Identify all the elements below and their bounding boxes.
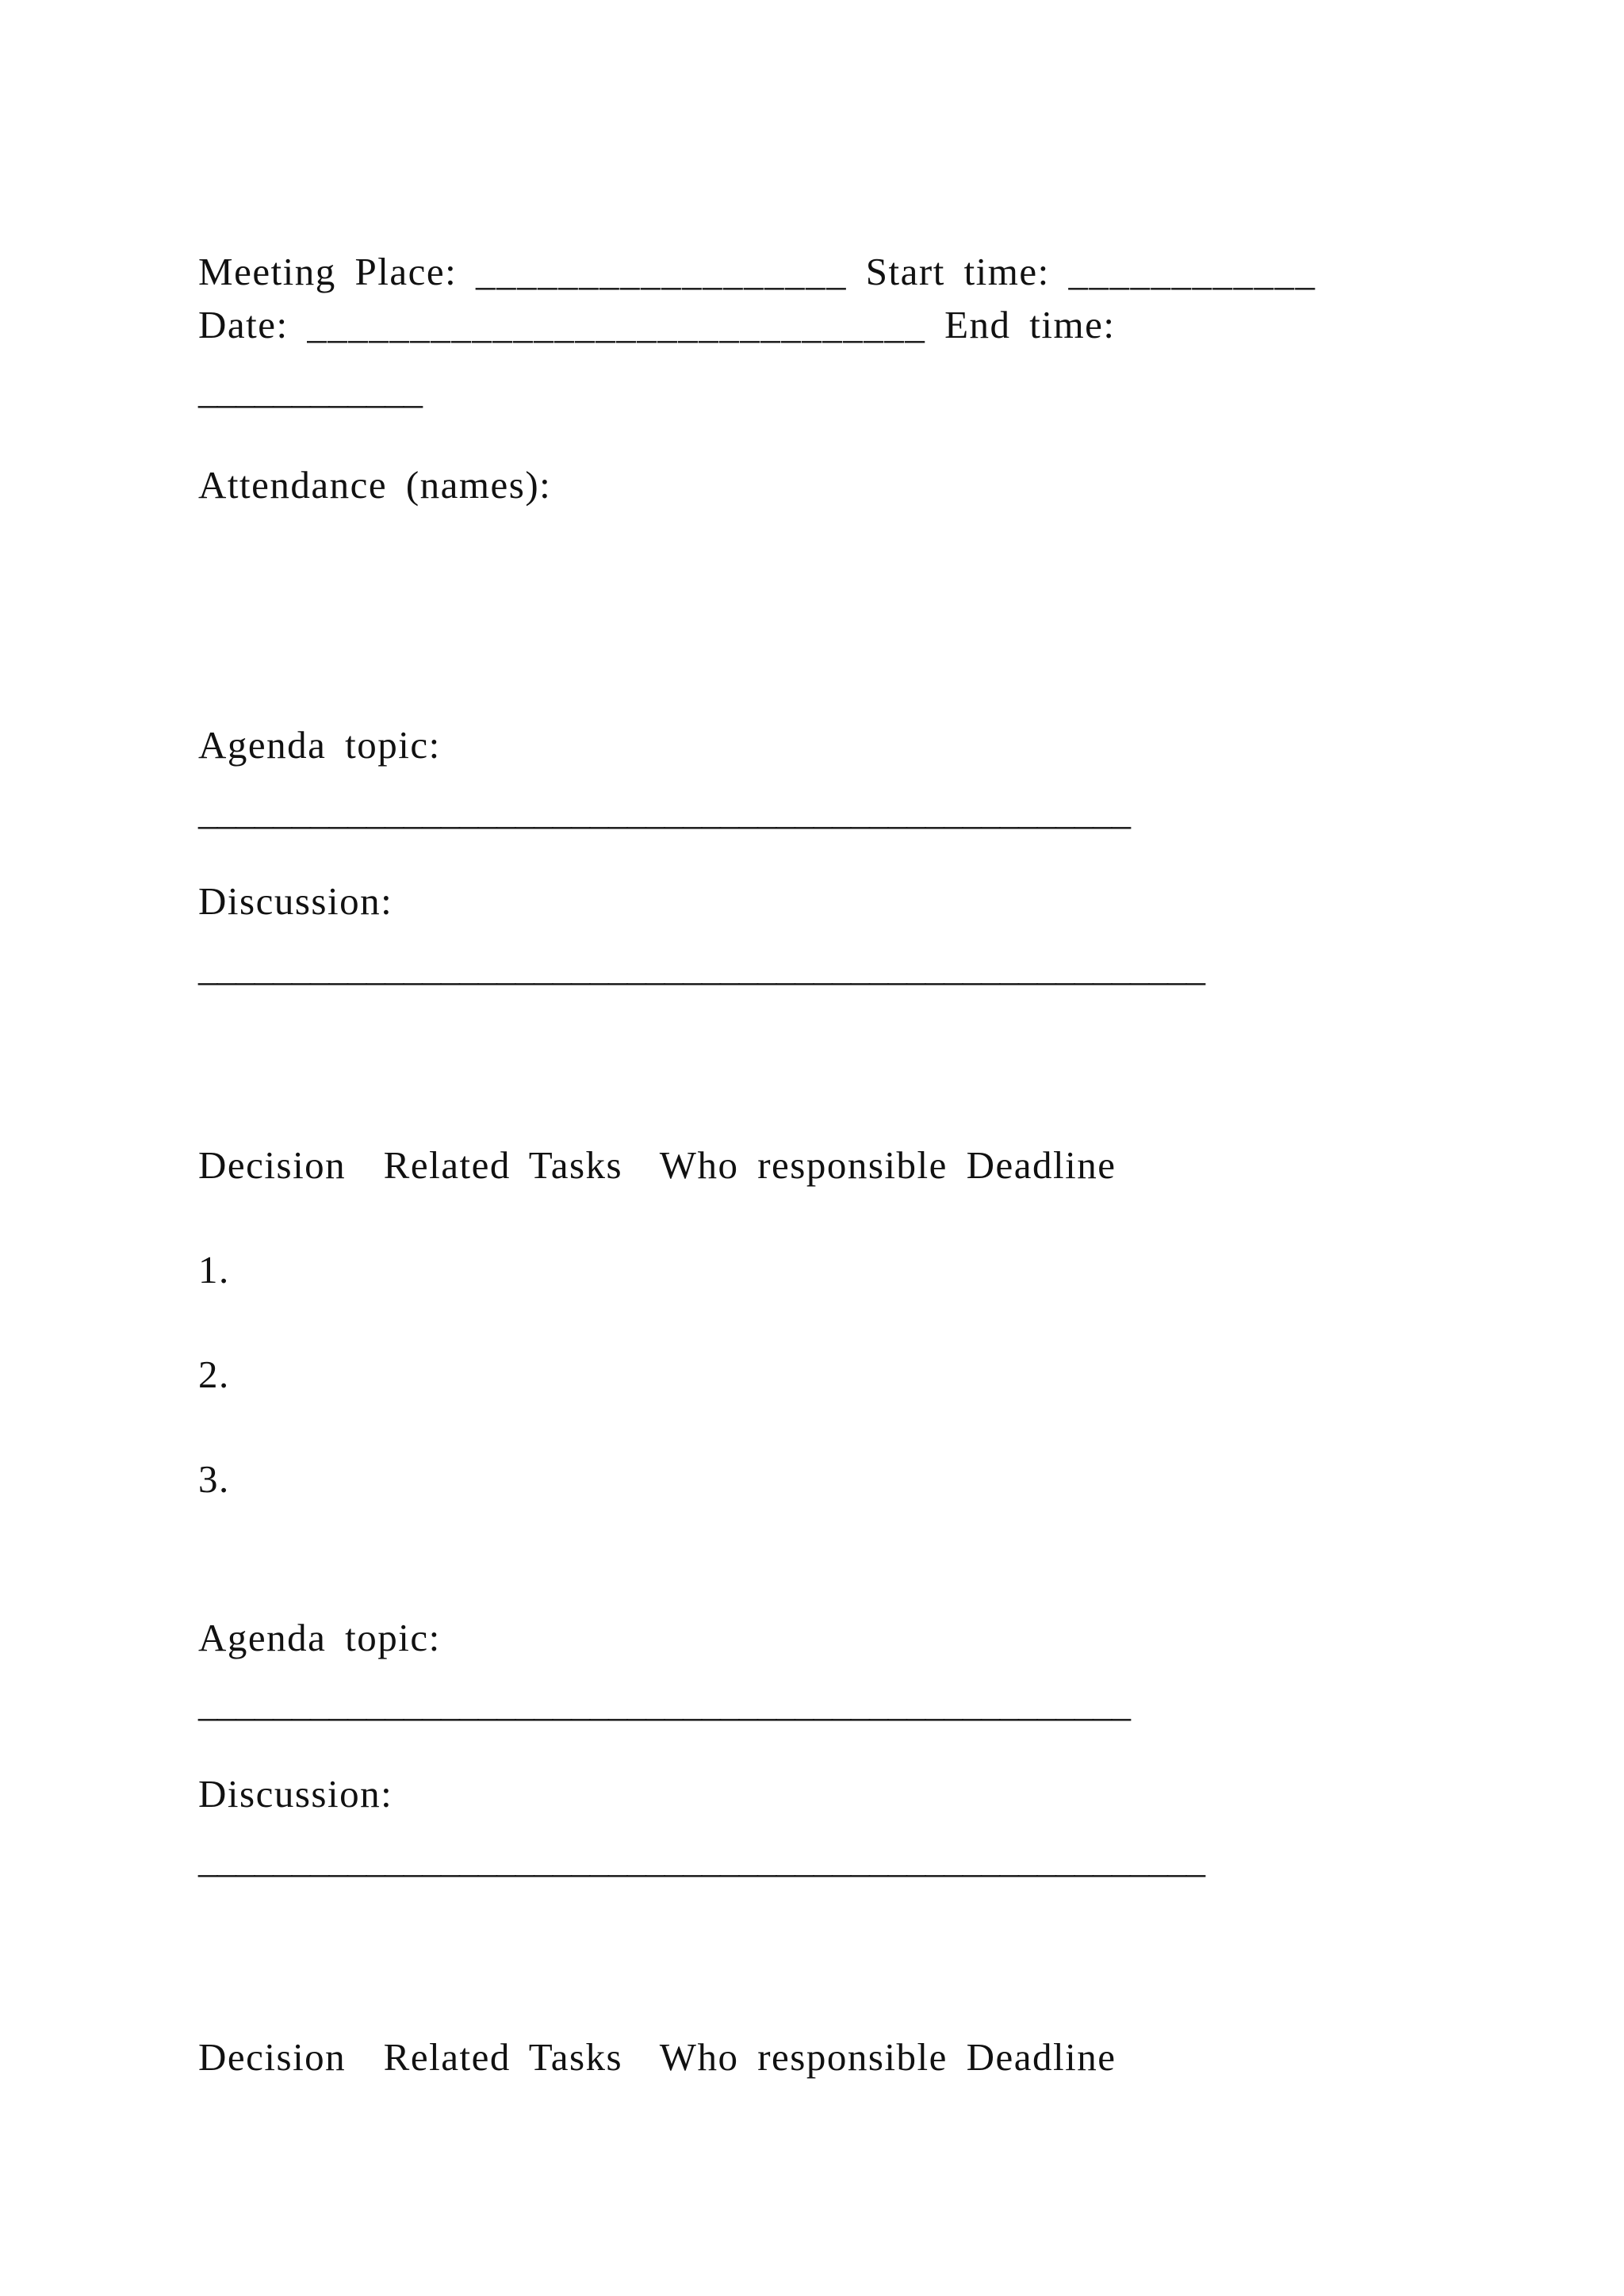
decision-item-1: 1.	[198, 1248, 230, 1292]
end-time-blank: ____________	[198, 368, 422, 411]
meeting-place-start-time-line: Meeting Place: __________________ Start time: ____________	[198, 250, 1316, 293]
attendance-label: Attendance (names):	[198, 463, 552, 507]
decision-table-header-2: Decision Related Tasks Who responsible Deadline	[198, 2035, 1116, 2079]
decision-item-3: 3.	[198, 1457, 230, 1501]
date-end-time-line: Date: ______________________________ End time:	[198, 303, 1116, 346]
discussion-blank-1: ______________________________________________________	[198, 945, 1205, 989]
discussion-blank-2: ______________________________________________________	[198, 1837, 1205, 1881]
agenda-topic-label-2: Agenda topic:	[198, 1616, 441, 1659]
agenda-topic-blank-2: __________________________________________________	[198, 1681, 1130, 1724]
decision-table-header-1: Decision Related Tasks Who responsible Deadline	[198, 1143, 1116, 1187]
agenda-topic-blank-1: __________________________________________________	[198, 789, 1130, 832]
discussion-label-2: Discussion:	[198, 1772, 393, 1816]
decision-item-2: 2.	[198, 1353, 230, 1396]
agenda-topic-label-1: Agenda topic:	[198, 723, 441, 767]
discussion-label-1: Discussion:	[198, 879, 393, 923]
